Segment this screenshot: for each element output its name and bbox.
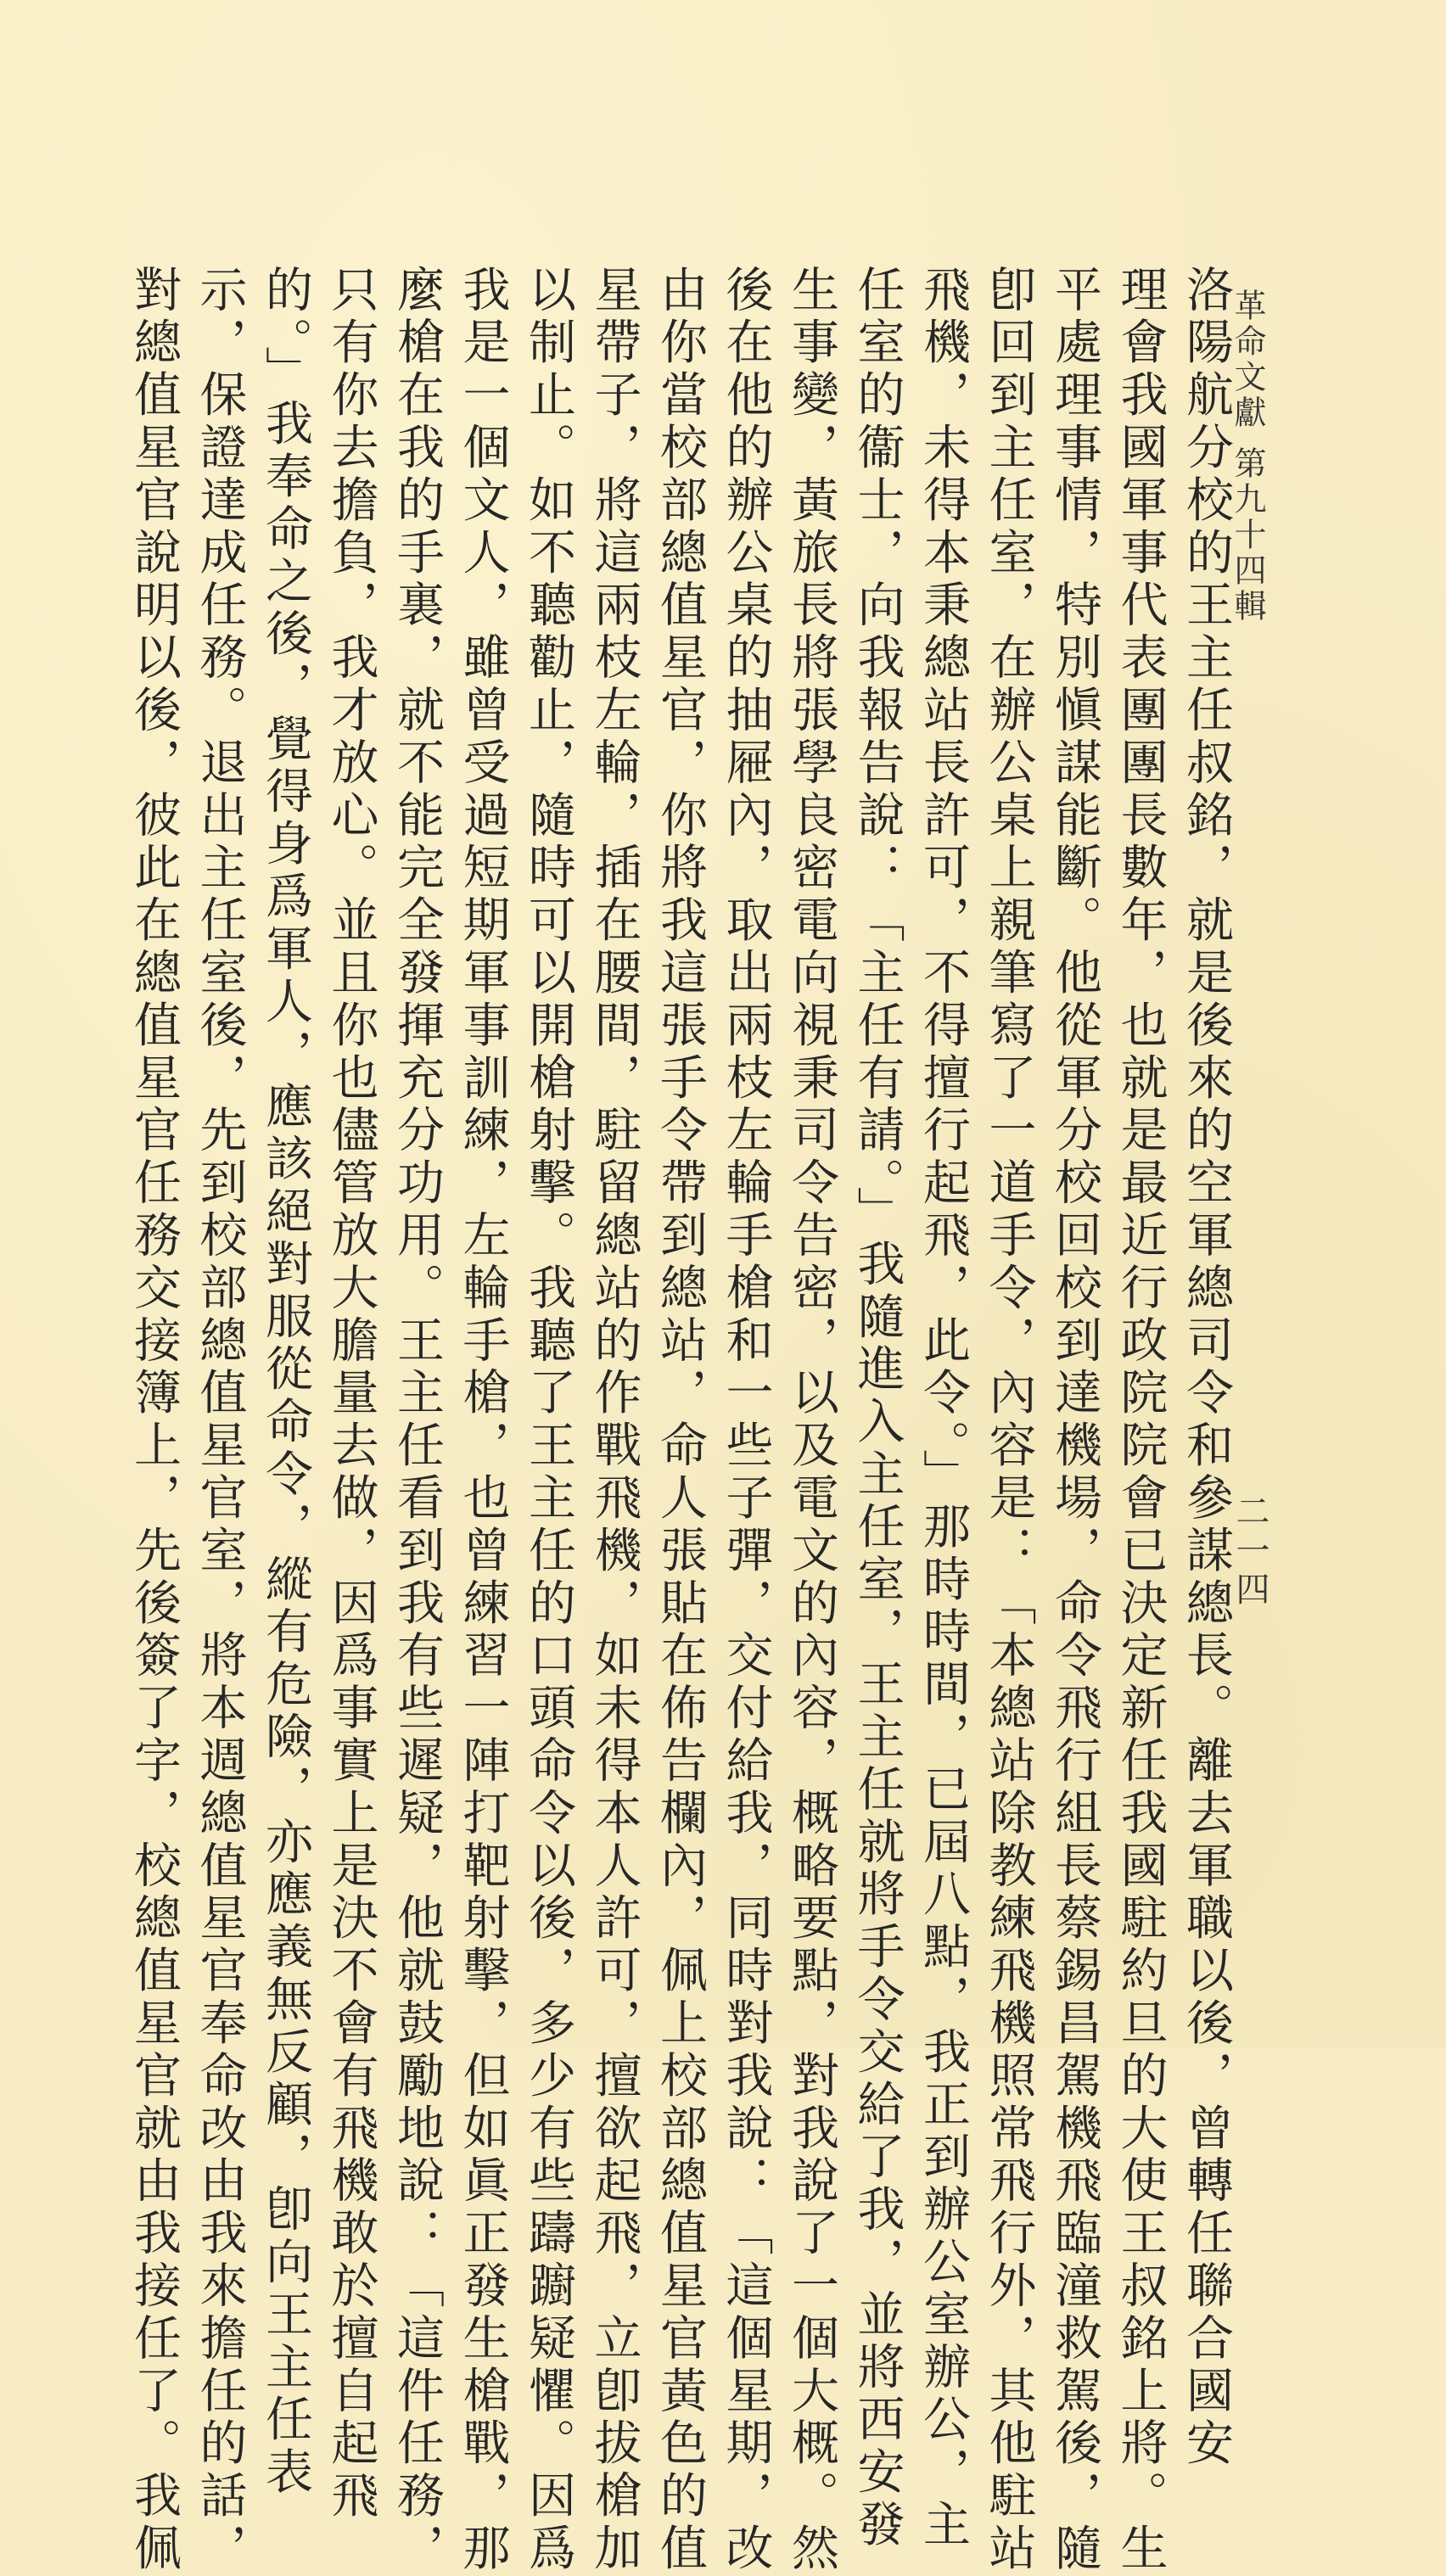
text-column: 只有你去擔負，我才放心。並且你也儘管放大膽量去做，因爲事實上是決不會有飛機敢於擅自起飛 xyxy=(323,265,379,2523)
text-column: 對總值星官說明以後，彼此在總值星官任務交接簿上，先後簽了字，校總值星官就由我接任了。我佩 xyxy=(126,265,182,2576)
text-column: 任室的衞士，向我報告說：「主任有請。」我隨進入主任室，王主任就將手令交給了我，並將西安發 xyxy=(849,265,905,2552)
text-column: 的。」我奉命之後，覺得身爲軍人，應該絕對服從命令，縱有危險，亦應義無反顧，卽向王主任表 xyxy=(258,265,313,2500)
page-number: 二一四 xyxy=(1230,1493,1269,1610)
text-column: 飛機，未得本秉總站長許可，不得擅行起飛，此令。」那時時間，已屆八點，我正到辦公室辦公，主 xyxy=(916,265,971,2552)
text-column: 理會我國軍事代表團團長數年，也就是最近行政院院會已決定新任我國駐約旦的大使王叔銘上將。生 xyxy=(1113,265,1169,2576)
text-column: 後在他的辦公桌的抽屜內，取出兩枝左輪手槍和一些子彈，交付給我，同時對我說：「這個星期，改 xyxy=(718,265,774,2576)
text-column: 我是一個文人，雖曾受過短期軍事訓練，左輪手槍，也曾練習一陣打靶射擊，但如眞正發生槍戰，那 xyxy=(455,265,511,2576)
text-column: 以制止。如不聽勸止，隨時可以開槍射擊。我聽了王主任的口頭命令以後，多少有些躊躕疑懼。因爲 xyxy=(521,265,576,2576)
text-column: 洛陽航分校的王主任叔銘，就是後來的空軍總司令和參謀總長。離去軍職以後，曾轉任聯合國安 xyxy=(1179,265,1234,2471)
volume-number: 第九十四輯 xyxy=(1229,446,1266,624)
body-text xyxy=(126,265,1239,2576)
text-column: 卽回到主任室，在辦公桌上親筆寫了一道手令，內容是：「本總站除教練飛機照常飛行外，其他駐站 xyxy=(981,265,1037,2576)
text-column: 生事變，黃旅長將張學良密電向視秉司令告密，以及電文的內容，概略要點，對我說了一個大概。然 xyxy=(784,265,839,2576)
text-column: 星帶子，將這兩枝左輪，插在腰間，駐留總站的作戰飛機，如未得本人許可，擅欲起飛，立卽拔槍加 xyxy=(586,265,642,2576)
book-title: 革命文獻 xyxy=(1229,288,1266,431)
text-column: 麼槍在我的手裏，就不能完全發揮充分功用。王主任看到我有些遲疑，他就鼓勵地說：「這件任務， xyxy=(390,265,445,2576)
text-column: 平處理事情，特別愼謀能斷。他從軍分校回校到達機場，命令飛行組長蔡錫昌駕機飛臨潼救駕後，隨 xyxy=(1047,265,1102,2576)
text-column: 示，保證達成任務。退出主任室後，先到校部總值星官室，將本週總值星官奉命改由我來擔任的話， xyxy=(192,265,248,2576)
text-column: 由你當校部總值星官，你將我這張手令帶到總站，命人張貼在佈告欄內，佩上校部總值星官黃色的值 xyxy=(653,265,708,2576)
